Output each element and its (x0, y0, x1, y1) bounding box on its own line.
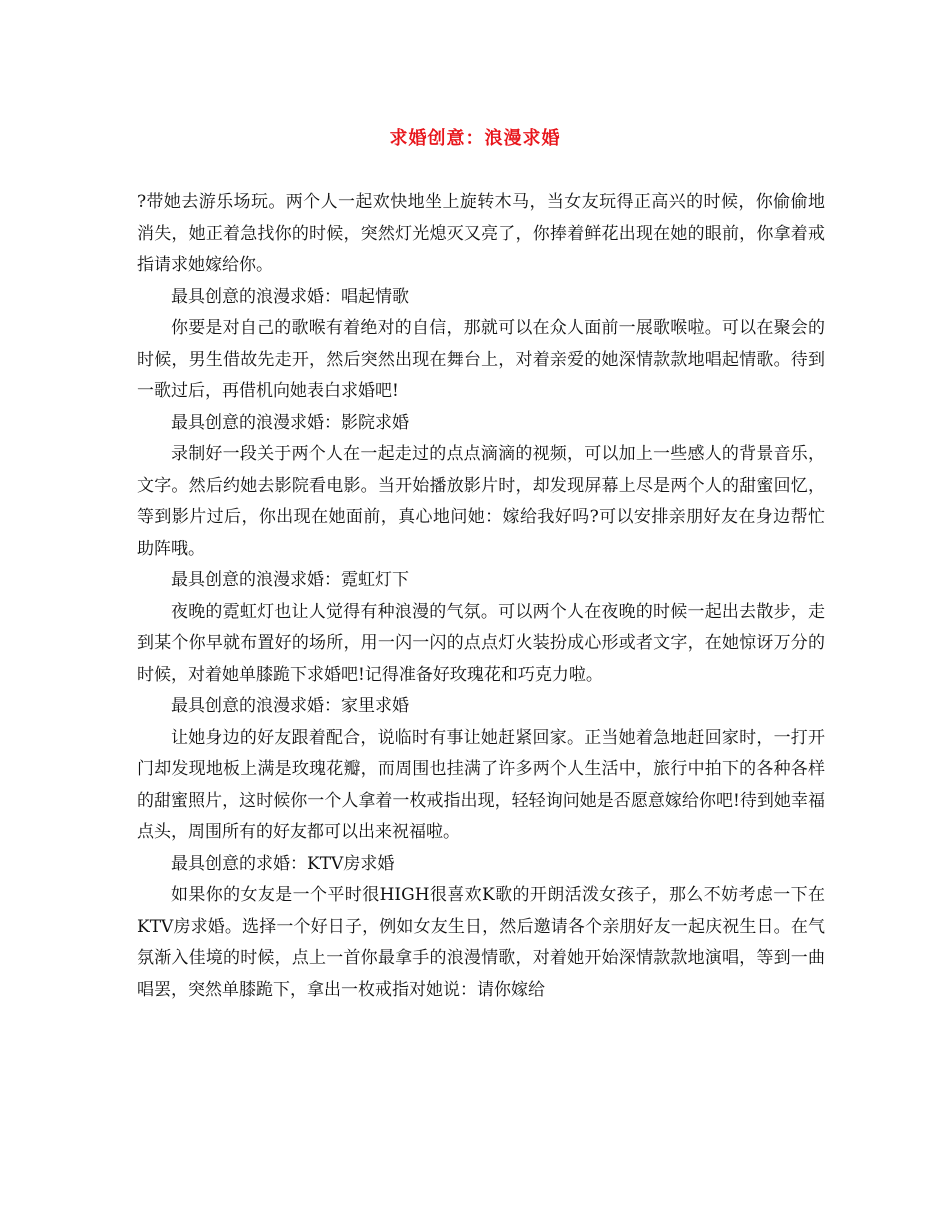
section-heading-cinema: 最具创意的浪漫求婚：影院求婚 (171, 412, 409, 433)
paragraph-intro: ?带她去游乐场玩。两个人一起欢快地坐上旋转木马，当女友玩得正高兴的时候，你偷偷地消失，她正着急找你的时候，突然灯光熄灭又亮了，你捧着鲜花出现在她的眼前，你拿着戒指请求她嫁给你。 (137, 192, 825, 275)
section-heading-home: 最具创意的浪漫求婚：家里求婚 (171, 696, 409, 716)
paragraph-ktv: 如果你的女友是一个平时很HIGH很喜欢K歌的开朗活泼女孩子，那么不妨考虑一下在KTV房求婚。选择一个好日子，例如女友生日，然后邀请各个亲朋好友一起庆祝生日。在气氛渐入佳境的时候，点上一首你最拿手的浪漫情歌，对着她开始深情款款地演唱，等到一曲唱罢，突然单膝跪下，拿出一枚戒指对她说：请你嫁给 (137, 885, 825, 1000)
paragraph-love-song: 你要是对自己的歌喉有着绝对的自信，那就可以在众人面前一展歌喉啦。可以在聚会的时候，男生借故先走开，然后突然出现在舞台上，对着亲爱的她深情款款地唱起情歌。待到一歌过后，再借机向她表白求婚吧! (137, 318, 825, 401)
document-title: 求婚创意：浪漫求婚 (389, 128, 561, 149)
paragraph-home: 让她身边的好友跟着配合，说临时有事让她赶紧回家。正当她着急地赶回家时，一打开门却发现地板上满是玫瑰花瓣，而周围也挂满了许多两个人生活中，旅行中拍下的各种各样的甜蜜照片，这时候你一个人拿着一枚戒指出现，轻轻询问她是否愿意嫁给你吧!待到她幸福点头，周围所有的好友都可以出来祝福啦。 (137, 727, 825, 842)
section-heading-ktv: 最具创意的求婚：KTV房求婚 (171, 853, 395, 874)
paragraph-cinema: 录制好一段关于两个人在一起走过的点点滴滴的视频，可以加上一些感人的背景音乐，文字。然后约她去影院看电影。当开始播放影片时，却发现屏幕上尽是两个人的甜蜜回忆，等到影片过后，你出现在她面前，真心地问她：嫁给我好吗?可以安排亲朋好友在身边帮忙助阵哦。 (137, 444, 825, 559)
document-body (137, 187, 825, 1006)
section-heading-neon: 最具创意的浪漫求婚：霓虹灯下 (171, 570, 409, 590)
paragraph-neon: 夜晚的霓虹灯也让人觉得有种浪漫的气氛。可以两个人在夜晚的时候一起出去散步，走到某个你早就布置好的场所，用一闪一闪的点点灯火装扮成心形或者文字，在她惊讶万分的时候，对着她单膝跪下求婚吧!记得准备好玫瑰花和巧克力啦。 (137, 601, 825, 685)
section-heading-love-song: 最具创意的浪漫求婚：唱起情歌 (171, 286, 409, 307)
